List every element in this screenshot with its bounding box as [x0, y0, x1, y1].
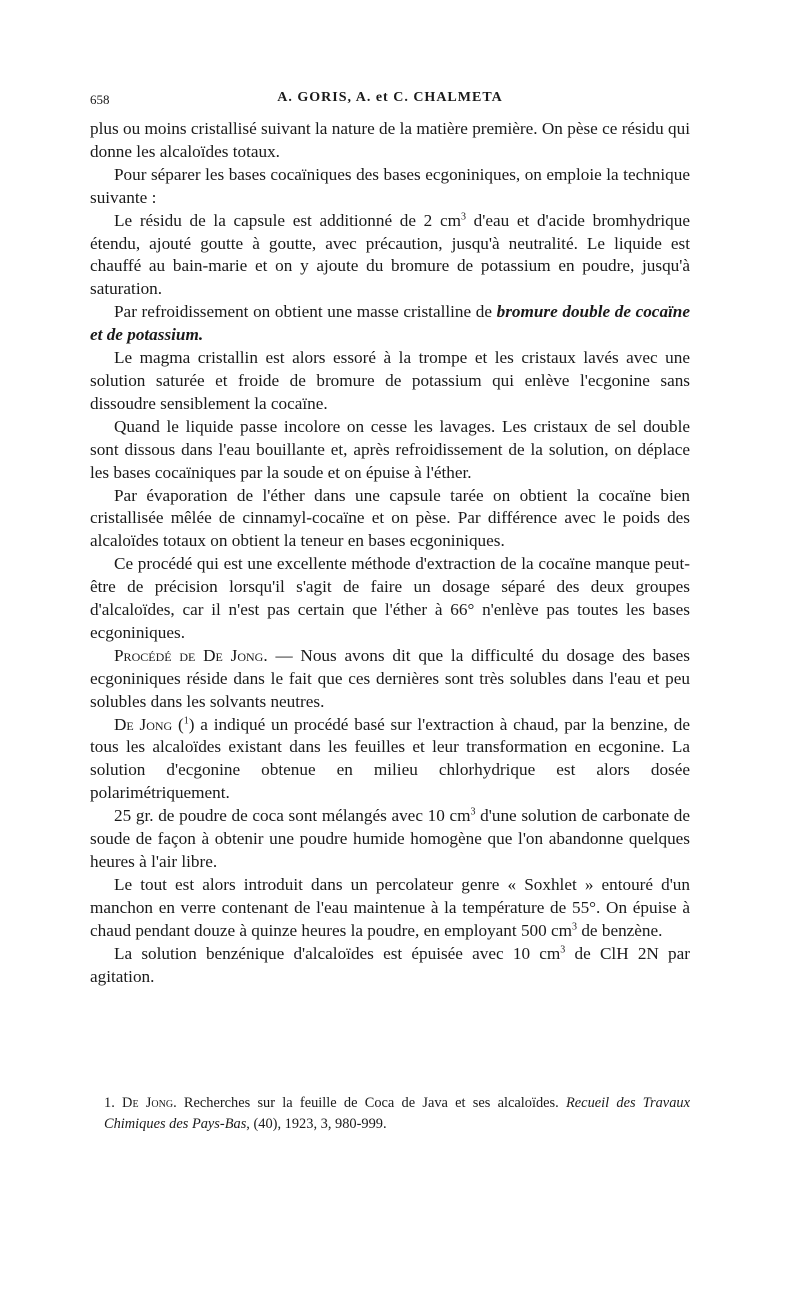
paragraph	[90, 301, 690, 347]
paragraph	[90, 805, 690, 874]
paragraph	[90, 714, 690, 806]
paragraph-text: Le tout est alors introduit dans un percolateur genre « Soxhlet » entouré d'un manchon en verre contenant de l'eau maintenue à la température de 55°. On épuise à chaud pendant douze à quinze heures la poudre, en employant 500 cm	[90, 874, 690, 940]
authors-text: A. GORIS, A. et C. CHALMETA	[277, 90, 503, 105]
footnote-text	[104, 1093, 690, 1135]
footnote-details: , (40), 1923, 3, 980-999.	[246, 1116, 387, 1132]
paragraph-text: plus ou moins cristallisé suivant la nature de la matière première. On pèse ce résidu qui donne les alcaloïdes totaux.	[90, 119, 690, 161]
paragraph-text: — Nous avons dit que la difficulté du dosage des bases ecgoniniques réside dans le fait que ces dernières sont très solubles dans l'eau et peu solubles dans les solvants neutres.	[90, 645, 690, 711]
paragraph-text: Par évaporation de l'éther dans une capsule tarée on obtient la cocaïne bien cristallisée mêlée de cinnamyl-cocaïne et on pèse. Par différence avec le poids des alcaloïdes totaux on obtient la teneur en bases ecgoniniques.	[90, 485, 690, 551]
running-head-authors	[90, 90, 690, 106]
paragraph-text: d'une solution de carbonate de soude de façon à obtenir une poudre humide homogène que l'on abandonne quelques heures à l'air libre.	[90, 806, 690, 871]
paragraph	[90, 553, 690, 645]
paragraph	[90, 347, 690, 416]
footnote-number: 1.	[104, 1095, 115, 1111]
paragraph-text: ) a indiqué un procédé basé sur l'extraction à chaud, par la benzine, de tous les alcaloïdes existant dans les feuilles et leur transformation en ecgonine. La solution d'ecgonine obtenue en milieu chlorhydrique est alors dosée polarimétriquement.	[90, 714, 690, 803]
paragraph	[90, 416, 690, 485]
footnote-ref[interactable]: 1	[183, 714, 189, 726]
page	[90, 88, 690, 988]
footnote-author: De Jong	[122, 1095, 174, 1111]
paragraph	[90, 645, 690, 714]
paragraph	[90, 210, 690, 302]
paragraph-text: Par refroidissement on obtient une masse cristalline de	[114, 302, 497, 322]
paragraph-text: Pour séparer les bases cocaïniques des bases ecgoniniques, on emploie la technique suivante :	[90, 164, 690, 207]
running-head	[90, 88, 690, 112]
paragraph-text: de ClH 2N par agitation.	[90, 943, 691, 986]
paragraph-text: de benzène.	[577, 920, 663, 940]
paragraph-text: (	[172, 714, 184, 734]
paragraph-text: 25 gr. de poudre de coca sont mélangés avec 10 cm	[114, 806, 471, 826]
paragraph	[90, 943, 690, 989]
superscript: 3	[560, 943, 566, 955]
paragraph	[90, 164, 690, 210]
author-name: De Jong	[114, 714, 173, 734]
paragraph-text: La solution benzénique d'alcaloïdes est épuisée avec 10 cm	[114, 943, 561, 963]
footnote-journal: Recueil des Travaux Chimiques des Pays-Bas	[104, 1095, 690, 1132]
body-text	[90, 118, 690, 988]
paragraph	[90, 874, 690, 943]
section-heading: Procédé de De Jong.	[114, 645, 268, 665]
superscript: 3	[470, 806, 476, 818]
emphasis-text: bromure double de cocaïne et de potassium.	[90, 302, 690, 345]
superscript: 3	[572, 920, 578, 932]
paragraph-text: d'eau et d'acide bromhydrique étendu, ajouté goutte à goutte, avec précaution, jusqu'à neutralité. Le liquide est chauffé au bain-marie et on y ajoute du bromure de potassium en poudre, jusqu'à saturation.	[90, 210, 690, 299]
paragraph	[90, 485, 690, 554]
footnote	[104, 1093, 690, 1135]
superscript: 3	[460, 210, 466, 222]
paragraph-text: Quand le liquide passe incolore on cesse les lavages. Les cristaux de sel double sont dissous dans l'eau bouillante et, après refroidissement de la solution, on déplace les bases cocaïniques par la soude et on épuise à l'éther.	[90, 416, 690, 482]
page-number: 658	[90, 92, 110, 107]
paragraph-text: Le résidu de la capsule est additionné de 2 cm	[114, 210, 461, 230]
paragraph-text: Ce procédé qui est une excellente méthode d'extraction de la cocaïne manque peut-être de précision lorsqu'il s'agit de faire un dosage séparé des deux groupes d'alcaloïdes, car il n'est pas certain que l'éther à 66° n'enlève pas toutes les bases ecgoniniques.	[90, 554, 690, 642]
paragraph-text: Le magma cristallin est alors essoré à la trompe et les cristaux lavés avec une solution saturée et froide de bromure de potassium qui enlève l'ecgonine sans dissoudre sensiblement la cocaïne.	[90, 348, 690, 413]
paragraph	[90, 118, 690, 164]
footnote-title: . Recherches sur la feuille de Coca de Java et ses alcaloïdes.	[173, 1095, 566, 1111]
